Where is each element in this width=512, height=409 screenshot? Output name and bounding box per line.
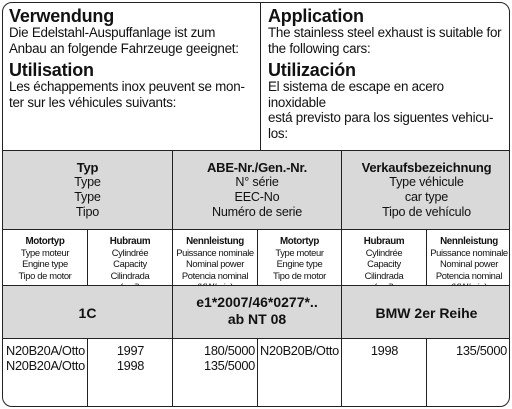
vehicle-table (3, 150, 510, 407)
engine-left-1-hubraum: 1997 (116, 343, 145, 358)
heading-application: Application (268, 6, 364, 26)
subheader-hubraum: Hubraum Cylindrée Capacity Cilindrada (88, 230, 173, 285)
engine-right-1-hubraum: 1998 (370, 343, 399, 358)
engine-left-2-hubraum: 1998 (116, 358, 145, 373)
text-application-line-2: the following cars: (268, 40, 371, 56)
heading-utilizacion: Utilización (268, 60, 356, 80)
subheader-motortyp-2: Motortyp Type moteur Engine type Tipo de motor (258, 230, 342, 285)
subheader-hubraum-2: Hubraum Cylindrée Capacity Cilindrada (342, 230, 427, 285)
document-sheet (2, 2, 510, 407)
subheader-motortyp: Motortyp Type moteur Engine type Tipo de motor (3, 230, 88, 285)
heading-utilisation: Utilisation (9, 60, 94, 80)
intro-right-column (261, 3, 510, 150)
text-utilisation-line-1: Les échappements inox peuvent se mon- (9, 79, 245, 94)
engine-right-1-leistung: 135/5000 (456, 343, 507, 358)
engine-left-2-motor: N20B20A/Otto (6, 358, 85, 373)
text-utilizacion-line-2: está previsto para los siguentes vehicu- (268, 110, 494, 125)
vehicle-row (3, 285, 510, 338)
vehicle-verkaufsbezeichnung: BMW 2er Reihe (375, 305, 478, 321)
text-verwendung-line-1: Die Edelstahl-Auspuffanlage ist zum (9, 25, 216, 40)
engine-right-1-motor: N20B20B/Otto (260, 343, 339, 358)
text-utilizacion-line-1: El sistema de escape en acero inoxidable (268, 79, 444, 110)
text-application-line-1: The stainless steel exhaust is suitable for (268, 25, 502, 40)
intro-left-column (3, 3, 261, 150)
text-utilizacion-line-3: los: (268, 125, 288, 141)
subheader-nennleistung-2: Nennleistung Puissance nominale Nominal power Potencia nominal (430, 236, 508, 281)
header-abe-nr: ABE-Nr./Gen.-Nr. N° série EEC-No Numéro de serie (173, 151, 342, 229)
table-header-row (3, 150, 510, 229)
header-verkaufsbezeichnung: Verkaufsbezeichnung Type véhicule car type Tipo de vehículo (361, 160, 492, 219)
engine-data-row (3, 338, 510, 407)
vehicle-typ: 1C (3, 286, 173, 338)
engine-left-1-motor: N20B20A/Otto (6, 343, 85, 358)
header-typ: Typ Type Type Tipo (3, 151, 173, 229)
heading-verwendung: Verwendung (9, 6, 115, 26)
subheader-nennleistung: Nennleistung Puissance nominale Nominal power Potencia nominal (173, 230, 258, 285)
engine-left-1-leistung: 180/5000 (204, 343, 255, 358)
vehicle-abe-nr: e1*2007/46*0277*.. ab NT 08 (173, 286, 342, 338)
intro-section (3, 3, 509, 150)
table-subheader-row (3, 229, 510, 285)
text-utilisation-line-2: ter sur les véhicules suivants: (9, 94, 177, 110)
text-verwendung-line-2: Anbau an folgende Fahrzeuge geeignet: (9, 40, 239, 56)
engine-left-2-leistung: 135/5000 (204, 358, 255, 373)
